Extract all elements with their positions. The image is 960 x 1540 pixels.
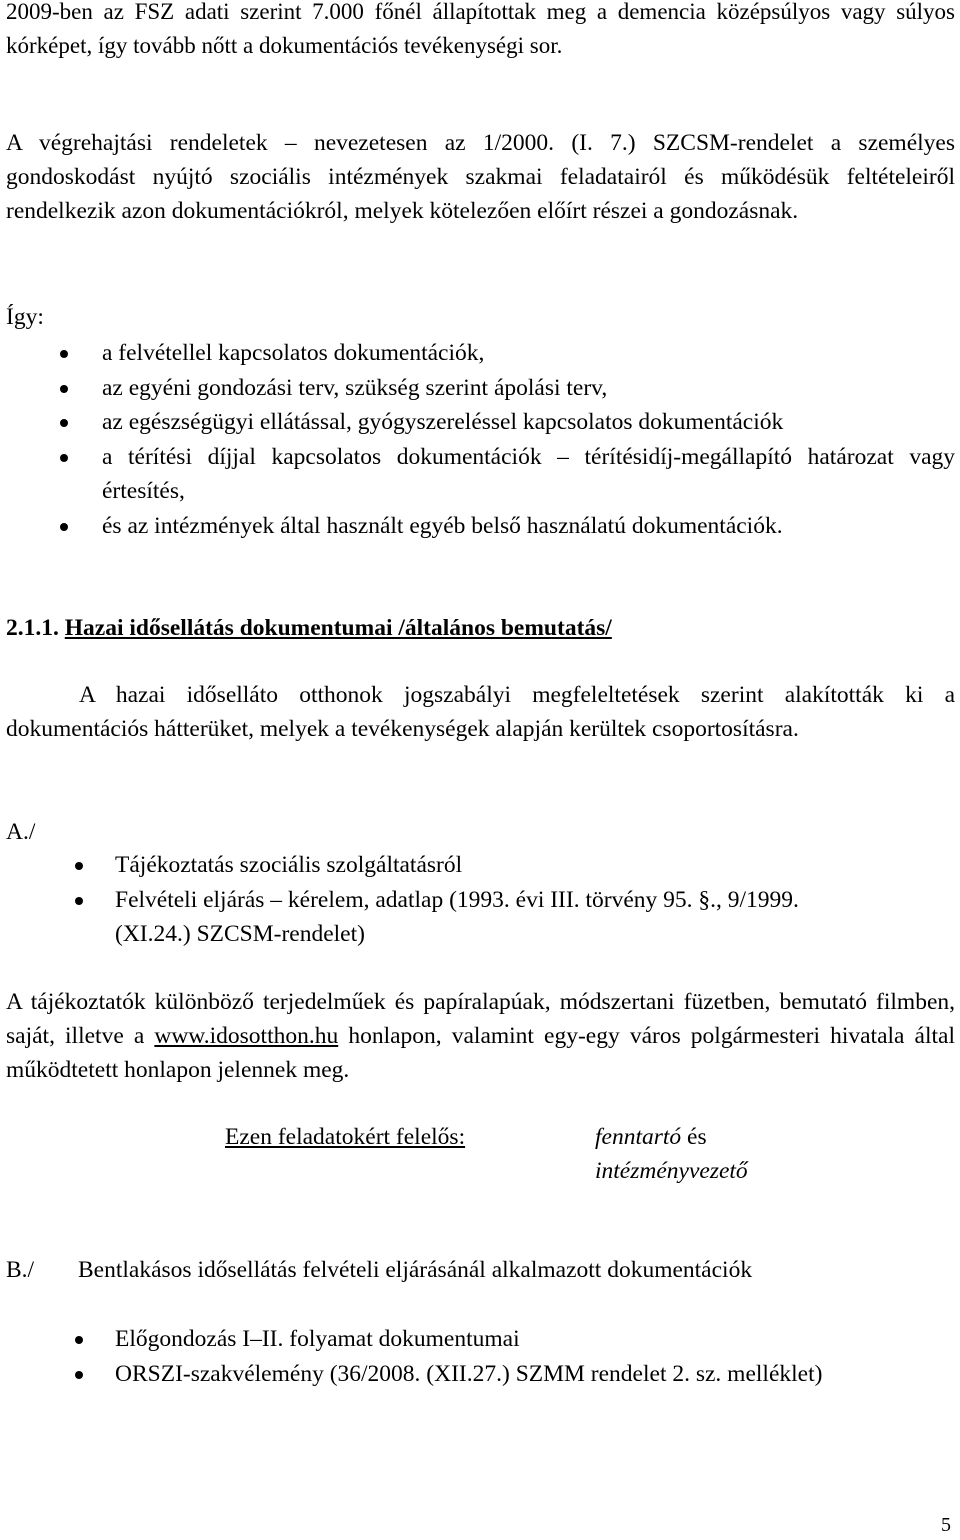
list-item-text: az egészségügyi ellátással, gyógyszereléssel kapcsolatos dokumentációk (102, 409, 784, 435)
list-item-text: Előgondozás I–II. folyamat dokumentumai (115, 1326, 520, 1352)
list-item (102, 371, 955, 406)
list-item (102, 440, 955, 509)
list-item (102, 336, 955, 371)
list-item-text: a térítési díjjal kapcsolatos dokumentációk – térítésidíj-megállapító határozat vagy értesítés, (102, 443, 955, 504)
responsible-label: Ezen feladatokért felelős: (225, 1124, 466, 1150)
responsible-conjunction: és (681, 1124, 707, 1150)
part-b-label: B./ (6, 1257, 35, 1283)
list-item-text: és az intézmények által használt egyéb belső használatú dokumentációk. (102, 512, 783, 539)
website-link[interactable]: www.idosotthon.hu (154, 1023, 339, 1049)
paragraph-tajekoztatok (6, 985, 955, 1087)
list-item (115, 1322, 955, 1357)
list-item (115, 883, 875, 952)
section-title: Hazai idősellátás dokumentumai /általános bemutatás/ (64, 615, 612, 641)
part-b-title: Bentlakásos idősellátás felvételi eljárásánál alkalmazott dokumentációk (78, 1257, 753, 1283)
tajek-text-before: A tájékoztatók különböző terjedelműek és papíralapúak, módszertani füzetben, bemutató filmben, saját, illetve a (6, 989, 955, 1049)
responsible-maintainer: fenntartó (595, 1124, 682, 1150)
responsible-director: intézményvezető (595, 1158, 748, 1184)
list-item (115, 848, 955, 883)
list-item-text: az egyéni gondozási terv, szükség szerint ápolási terv, (102, 374, 608, 401)
part-a-list (115, 848, 955, 952)
bullet-icon (60, 350, 68, 358)
paragraph-regulations: A végrehajtási rendeletek – nevezetesen az 1/2000. (I. 7.) SZCSM-rendelet a személyes gondoskodást nyújtó szociális intézmények szakmai feladatairól és működésük feltételeiről rendelkezik azon dokumentációkról, melyek kötelezően előírt részei a gondozásnak. (6, 130, 955, 224)
list-item-text: Felvételi eljárás – kérelem, adatlap (1993. évi III. törvény 95. §., 9/1999. (XI.24.) SZCSM-rendelet) (115, 886, 799, 947)
list-item-text: ORSZI-szakvélemény (36/2008. (XII.27.) SZMM rendelet 2. sz. melléklet) (115, 1360, 823, 1387)
list-item (115, 1357, 955, 1392)
part-a-label: A./ (6, 819, 36, 845)
tajek-text-after: honlapon, valamint egy-egy város polgármesteri hivatala által működtetett honlapon jelennek meg. (6, 1023, 955, 1083)
list-item-text: a felvétellel kapcsolatos dokumentációk, (102, 340, 485, 366)
part-b-list (115, 1322, 955, 1391)
section-heading (6, 611, 612, 645)
bullet-icon (75, 897, 83, 905)
section-number: 2.1.1. (6, 615, 59, 641)
paragraph-intro: A hazai időselláto otthonok jogszabályi megfeleltetések szerint alakították ki a dokumentációs hátterüket, melyek a tevékenységek alapján kerültek csoportosításra. (6, 682, 955, 742)
list-item (102, 405, 955, 440)
bullet-icon (75, 1336, 83, 1344)
bullet-icon (60, 454, 68, 462)
igy-label: Így: (6, 304, 44, 330)
documentation-list (102, 336, 955, 543)
bullet-icon (75, 862, 83, 870)
paragraph-dementia-stats: 2009-ben az FSZ adati szerint 7.000 főnél állapítottak meg a demencia középsúlyos vagy súlyos kórképet, így tovább nőtt a dokumentációs tevékenységi sor. (6, 0, 955, 58)
bullet-icon (75, 1371, 83, 1379)
bullet-icon (60, 523, 68, 531)
list-item-text: Tájékoztatás szociális szolgáltatásról (115, 852, 463, 878)
page-number: 5 (941, 1514, 951, 1536)
bullet-icon (60, 385, 68, 393)
bullet-icon (60, 419, 68, 427)
responsible-value (595, 1120, 795, 1188)
list-item (102, 509, 955, 544)
